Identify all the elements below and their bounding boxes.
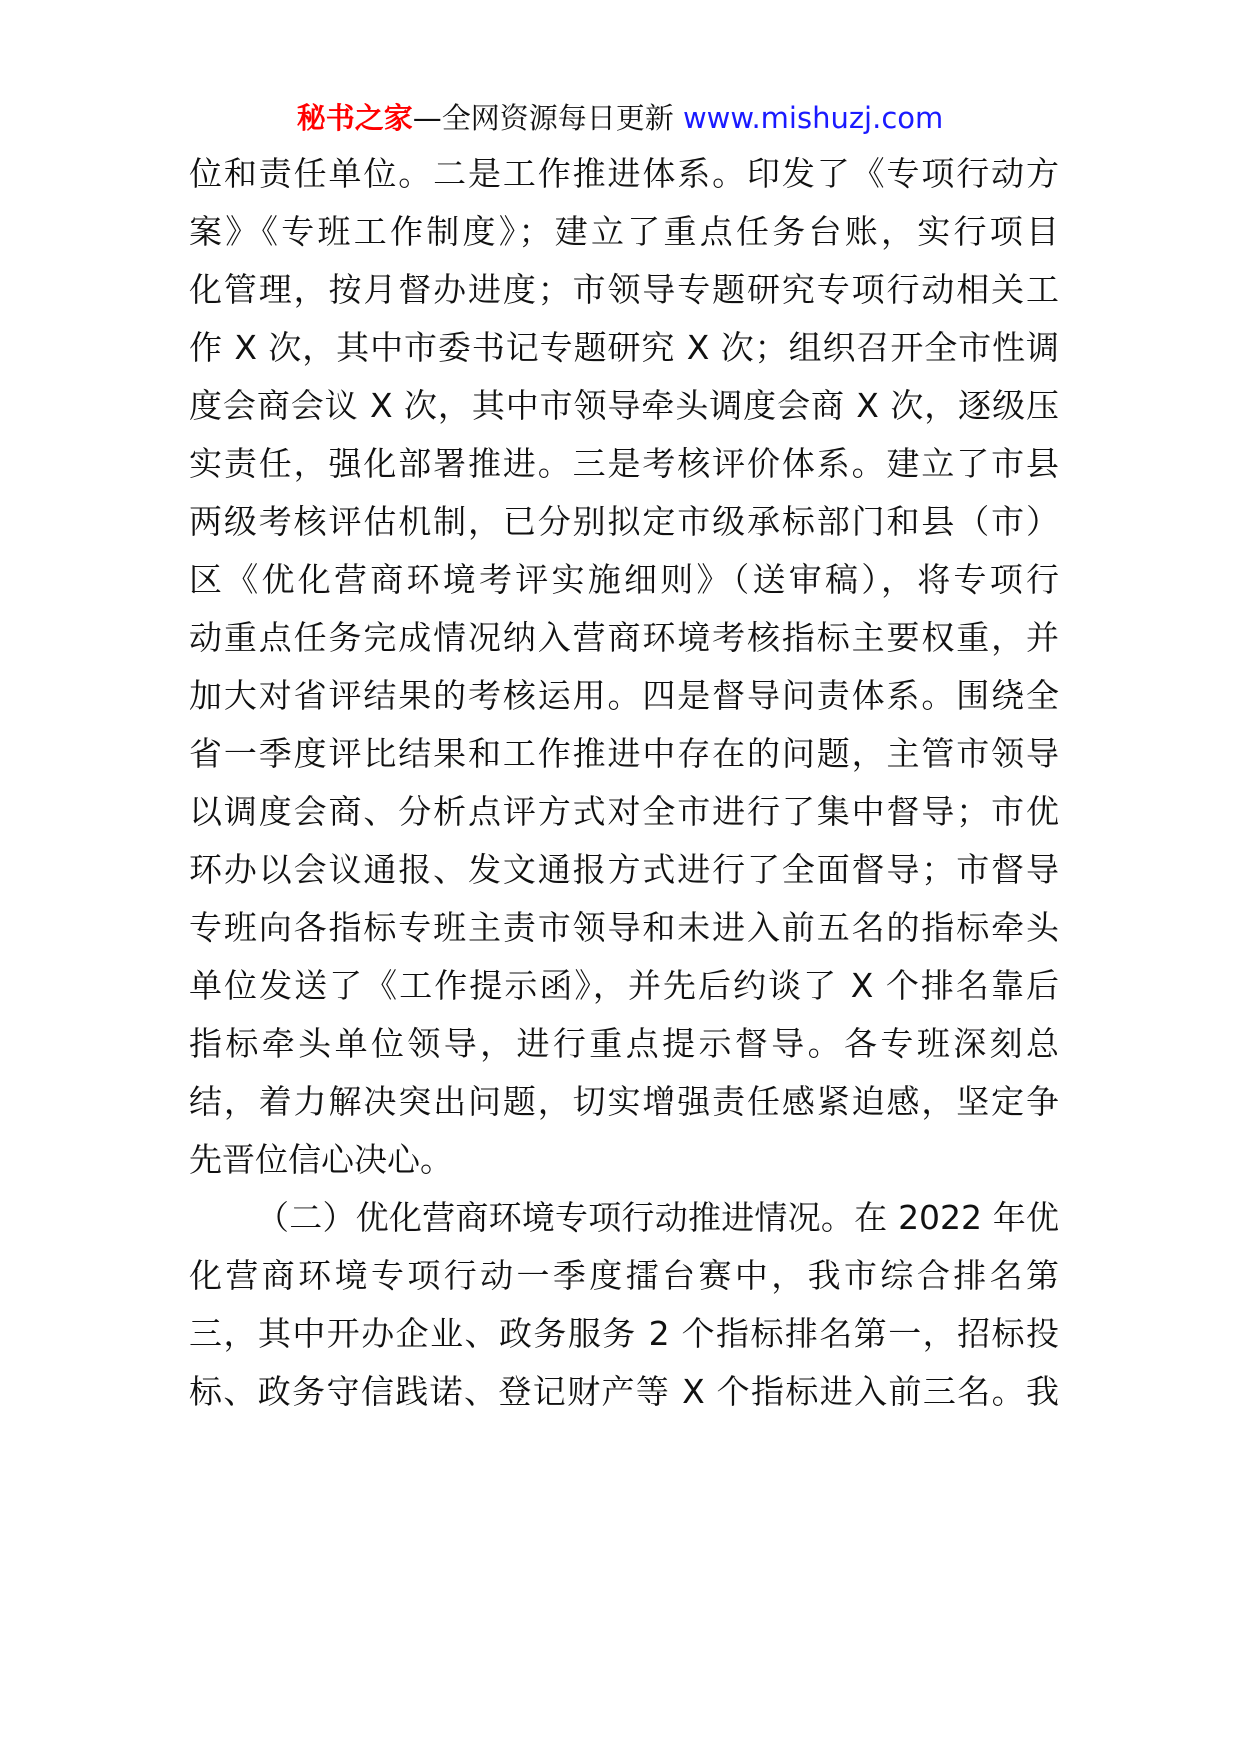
text-line: 化营商环境专项行动一季度擂台赛中，我市综合排名第	[189, 1256, 1059, 1295]
text-line: 作 X 次，其中市委书记专题研究 X 次；组织召开全市性调	[189, 328, 1059, 367]
text-line: 单位发送了《工作提示函》，并先后约谈了 X 个排名靠后	[189, 966, 1059, 1005]
site-brand: 秘书之家	[296, 101, 413, 135]
text-line: 动重点任务完成情况纳入营商环境考核指标主要权重，并	[189, 618, 1059, 657]
text-line: 结，着力解决突出问题，切实增强责任感紧迫感，坚定争	[189, 1082, 1059, 1121]
text-line: 实责任，强化部署推进。三是考核评价体系。建立了市县	[189, 444, 1059, 483]
text-line: 先晋位信心决心。	[189, 1140, 453, 1179]
text-line: 位和责任单位。二是工作推进体系。印发了《专项行动方	[189, 154, 1059, 193]
text-line: 区《优化营商环境考评实施细则》（送审稿），将专项行	[189, 560, 1059, 599]
text-line: 标、政务守信践诺、登记财产等 X 个指标进入前三名。我	[189, 1372, 1059, 1411]
text-line: 省一季度评比结果和工作推进中存在的问题，主管市领导	[189, 734, 1059, 773]
text-line: 三，其中开办企业、政务服务 2 个指标排名第一，招标投	[189, 1314, 1059, 1353]
text-line: 专班向各指标专班主责市领导和未进入前五名的指标牵头	[189, 908, 1059, 947]
site-tagline: —全网资源每日更新	[412, 101, 683, 135]
text-line: 环办以会议通报、发文通报方式进行了全面督导；市督导	[189, 850, 1059, 889]
site-url-link[interactable]: www.mishuzj.com	[682, 101, 944, 135]
text-line: 加大对省评结果的考核运用。四是督导问责体系。围绕全	[189, 676, 1059, 715]
text-line: 化管理，按月督办进度；市领导专题研究专项行动相关工	[189, 270, 1059, 309]
text-line: 度会商会议 X 次，其中市领导牵头调度会商 X 次，逐级压	[189, 386, 1059, 425]
text-line: 指标牵头单位领导，进行重点提示督导。各专班深刻总	[189, 1024, 1059, 1063]
text-line: 案》《专班工作制度》；建立了重点任务台账，实行项目	[189, 212, 1059, 251]
text-line: 两级考核评估机制，已分别拟定市级承标部门和县（市）	[189, 502, 1059, 541]
text-line: 以调度会商、分析点评方式对全市进行了集中督导；市优	[189, 792, 1059, 831]
paragraph-first-line: （二）优化营商环境专项行动推进情况。在 2022 年优	[256, 1198, 1059, 1237]
site-header	[0, 98, 1240, 138]
